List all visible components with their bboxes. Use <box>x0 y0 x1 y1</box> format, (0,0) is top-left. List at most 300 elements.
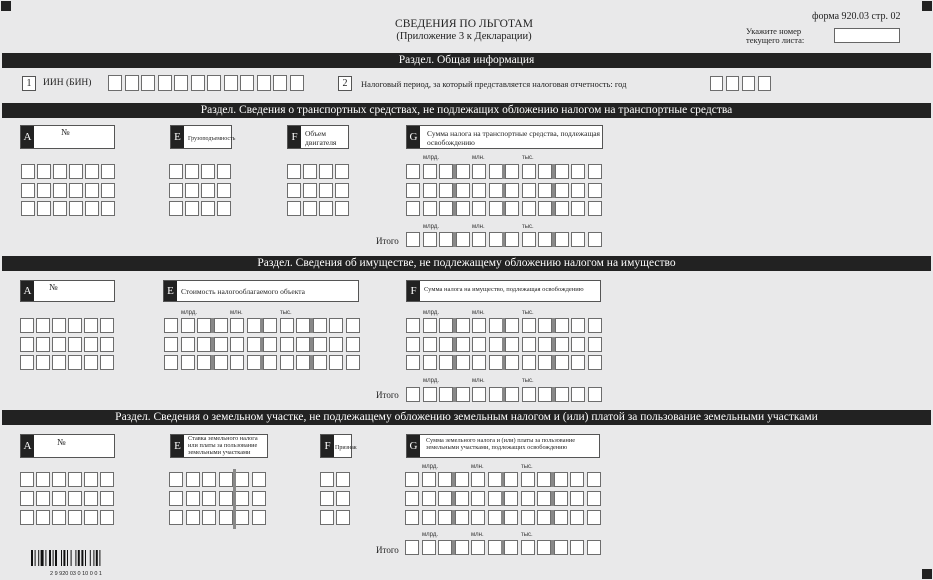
property-tax-cell[interactable] <box>571 337 585 352</box>
transport-tax-cell[interactable] <box>439 183 453 198</box>
property-tax-cell[interactable] <box>456 318 470 333</box>
iin-digit-cell[interactable] <box>240 75 254 91</box>
iin-digit-cell[interactable] <box>141 75 155 91</box>
land-number-cell[interactable] <box>20 510 34 525</box>
transport-engine-cell[interactable] <box>319 164 333 179</box>
transport-tax-cell[interactable] <box>555 201 569 216</box>
land-tax-cell[interactable] <box>405 510 419 525</box>
property-tax-cell[interactable] <box>555 337 569 352</box>
transport-total-cell[interactable] <box>489 232 503 247</box>
property-value-cell[interactable] <box>313 337 327 352</box>
transport-number-cell[interactable] <box>69 183 83 198</box>
property-number-cell[interactable] <box>100 318 114 333</box>
property-tax-cell[interactable] <box>588 318 602 333</box>
transport-number-cell[interactable] <box>53 201 67 216</box>
land-rate-cell[interactable] <box>202 510 216 525</box>
land-rate-cell[interactable] <box>202 472 216 487</box>
land-tax-cell[interactable] <box>537 510 551 525</box>
transport-tax-cell[interactable] <box>505 201 519 216</box>
property-number-cell[interactable] <box>36 337 50 352</box>
property-value-cell[interactable] <box>164 318 178 333</box>
land-number-cell[interactable] <box>100 472 114 487</box>
land-tax-cell[interactable] <box>471 472 485 487</box>
transport-tax-cell[interactable] <box>456 183 470 198</box>
transport-number-cell[interactable] <box>101 164 115 179</box>
land-tax-cell[interactable] <box>537 491 551 506</box>
transport-total-cell[interactable] <box>538 232 552 247</box>
land-total-cell[interactable] <box>422 540 436 555</box>
property-value-cell[interactable] <box>329 337 343 352</box>
land-tax-cell[interactable] <box>422 510 436 525</box>
property-value-cell[interactable] <box>230 337 244 352</box>
land-rate-cell[interactable] <box>252 491 266 506</box>
transport-total-cell[interactable] <box>522 232 536 247</box>
property-value-cell[interactable] <box>280 355 294 370</box>
property-tax-cell[interactable] <box>505 337 519 352</box>
transport-engine-cell[interactable] <box>303 164 317 179</box>
land-total-cell[interactable] <box>504 540 518 555</box>
land-number-cell[interactable] <box>52 472 66 487</box>
transport-tax-cell[interactable] <box>571 164 585 179</box>
iin-digit-cell[interactable] <box>108 75 122 91</box>
land-flag-cell[interactable] <box>320 491 334 506</box>
property-tax-cell[interactable] <box>555 318 569 333</box>
land-number-cell[interactable] <box>68 472 82 487</box>
land-rate-cell[interactable] <box>252 510 266 525</box>
property-tax-cell[interactable] <box>472 355 486 370</box>
iin-digit-cell[interactable] <box>290 75 304 91</box>
property-number-cell[interactable] <box>52 337 66 352</box>
land-tax-cell[interactable] <box>422 472 436 487</box>
land-number-cell[interactable] <box>52 510 66 525</box>
property-tax-cell[interactable] <box>571 318 585 333</box>
property-value-cell[interactable] <box>164 337 178 352</box>
land-number-cell[interactable] <box>100 491 114 506</box>
transport-tax-cell[interactable] <box>555 164 569 179</box>
transport-number-cell[interactable] <box>37 183 51 198</box>
property-tax-cell[interactable] <box>522 337 536 352</box>
transport-tax-cell[interactable] <box>555 183 569 198</box>
property-value-cell[interactable] <box>346 337 360 352</box>
land-tax-cell[interactable] <box>438 491 452 506</box>
property-total-cell[interactable] <box>489 387 503 402</box>
property-total-cell[interactable] <box>406 387 420 402</box>
transport-total-cell[interactable] <box>505 232 519 247</box>
property-value-cell[interactable] <box>280 337 294 352</box>
property-value-cell[interactable] <box>247 355 261 370</box>
property-value-cell[interactable] <box>313 318 327 333</box>
land-tax-cell[interactable] <box>554 491 568 506</box>
land-number-cell[interactable] <box>68 491 82 506</box>
property-number-cell[interactable] <box>68 337 82 352</box>
year-digit-cell[interactable] <box>758 76 771 91</box>
property-total-cell[interactable] <box>538 387 552 402</box>
property-tax-cell[interactable] <box>489 337 503 352</box>
property-number-cell[interactable] <box>20 318 34 333</box>
land-rate-cell[interactable] <box>252 472 266 487</box>
transport-number-cell[interactable] <box>69 164 83 179</box>
land-rate-cell[interactable] <box>169 510 183 525</box>
property-value-cell[interactable] <box>230 318 244 333</box>
land-flag-cell[interactable] <box>320 472 334 487</box>
land-tax-cell[interactable] <box>504 472 518 487</box>
transport-capacity-cell[interactable] <box>169 164 183 179</box>
transport-tax-cell[interactable] <box>423 183 437 198</box>
property-value-cell[interactable] <box>197 337 211 352</box>
property-value-cell[interactable] <box>197 318 211 333</box>
property-tax-cell[interactable] <box>538 318 552 333</box>
property-value-cell[interactable] <box>263 318 277 333</box>
property-tax-cell[interactable] <box>472 318 486 333</box>
transport-total-cell[interactable] <box>406 232 420 247</box>
land-tax-cell[interactable] <box>570 510 584 525</box>
land-tax-cell[interactable] <box>471 510 485 525</box>
property-number-cell[interactable] <box>84 355 98 370</box>
property-value-cell[interactable] <box>247 318 261 333</box>
property-value-cell[interactable] <box>329 355 343 370</box>
property-total-cell[interactable] <box>456 387 470 402</box>
transport-tax-cell[interactable] <box>439 201 453 216</box>
property-number-cell[interactable] <box>68 355 82 370</box>
land-total-cell[interactable] <box>554 540 568 555</box>
property-value-cell[interactable] <box>164 355 178 370</box>
transport-engine-cell[interactable] <box>287 201 301 216</box>
land-tax-cell[interactable] <box>504 491 518 506</box>
land-total-cell[interactable] <box>405 540 419 555</box>
transport-number-cell[interactable] <box>53 164 67 179</box>
transport-total-cell[interactable] <box>555 232 569 247</box>
property-tax-cell[interactable] <box>423 318 437 333</box>
land-rate-cell[interactable] <box>169 491 183 506</box>
land-tax-cell[interactable] <box>455 491 469 506</box>
transport-tax-cell[interactable] <box>406 201 420 216</box>
property-tax-cell[interactable] <box>505 355 519 370</box>
transport-number-cell[interactable] <box>37 201 51 216</box>
transport-total-cell[interactable] <box>588 232 602 247</box>
property-total-cell[interactable] <box>439 387 453 402</box>
property-tax-cell[interactable] <box>538 337 552 352</box>
land-number-cell[interactable] <box>84 510 98 525</box>
land-rate-cell[interactable] <box>235 491 249 506</box>
property-value-cell[interactable] <box>181 337 195 352</box>
property-number-cell[interactable] <box>20 337 34 352</box>
transport-engine-cell[interactable] <box>335 164 349 179</box>
transport-tax-cell[interactable] <box>489 183 503 198</box>
land-total-cell[interactable] <box>587 540 601 555</box>
property-value-cell[interactable] <box>214 318 228 333</box>
land-tax-cell[interactable] <box>521 491 535 506</box>
transport-tax-cell[interactable] <box>588 164 602 179</box>
transport-tax-cell[interactable] <box>538 164 552 179</box>
transport-capacity-cell[interactable] <box>185 201 199 216</box>
transport-tax-cell[interactable] <box>571 183 585 198</box>
land-flag-cell[interactable] <box>320 510 334 525</box>
iin-digit-cell[interactable] <box>273 75 287 91</box>
land-tax-cell[interactable] <box>405 472 419 487</box>
property-tax-cell[interactable] <box>505 318 519 333</box>
transport-capacity-cell[interactable] <box>201 164 215 179</box>
property-tax-cell[interactable] <box>489 318 503 333</box>
property-total-cell[interactable] <box>472 387 486 402</box>
property-tax-cell[interactable] <box>555 355 569 370</box>
year-digit-cell[interactable] <box>726 76 739 91</box>
property-tax-cell[interactable] <box>439 355 453 370</box>
property-value-cell[interactable] <box>263 337 277 352</box>
property-value-cell[interactable] <box>181 355 195 370</box>
property-tax-cell[interactable] <box>588 355 602 370</box>
transport-number-cell[interactable] <box>101 183 115 198</box>
property-value-cell[interactable] <box>329 318 343 333</box>
land-tax-cell[interactable] <box>570 491 584 506</box>
property-tax-cell[interactable] <box>406 355 420 370</box>
land-total-cell[interactable] <box>438 540 452 555</box>
transport-tax-cell[interactable] <box>588 201 602 216</box>
transport-tax-cell[interactable] <box>423 164 437 179</box>
transport-engine-cell[interactable] <box>287 183 301 198</box>
transport-tax-cell[interactable] <box>439 164 453 179</box>
transport-tax-cell[interactable] <box>538 201 552 216</box>
property-tax-cell[interactable] <box>538 355 552 370</box>
transport-number-cell[interactable] <box>53 183 67 198</box>
transport-capacity-cell[interactable] <box>169 183 183 198</box>
iin-digit-cell[interactable] <box>158 75 172 91</box>
land-tax-cell[interactable] <box>587 472 601 487</box>
transport-number-cell[interactable] <box>69 201 83 216</box>
iin-digit-cell[interactable] <box>174 75 188 91</box>
transport-total-cell[interactable] <box>456 232 470 247</box>
iin-digit-cell[interactable] <box>125 75 139 91</box>
property-value-cell[interactable] <box>230 355 244 370</box>
transport-number-cell[interactable] <box>37 164 51 179</box>
land-flag-cell[interactable] <box>336 510 350 525</box>
property-total-cell[interactable] <box>555 387 569 402</box>
transport-tax-cell[interactable] <box>489 164 503 179</box>
property-total-cell[interactable] <box>571 387 585 402</box>
transport-tax-cell[interactable] <box>423 201 437 216</box>
land-tax-cell[interactable] <box>422 491 436 506</box>
property-value-cell[interactable] <box>247 337 261 352</box>
property-tax-cell[interactable] <box>439 337 453 352</box>
land-tax-cell[interactable] <box>455 510 469 525</box>
land-number-cell[interactable] <box>36 491 50 506</box>
land-number-cell[interactable] <box>52 491 66 506</box>
transport-number-cell[interactable] <box>21 201 35 216</box>
iin-digit-cell[interactable] <box>224 75 238 91</box>
transport-number-cell[interactable] <box>101 201 115 216</box>
property-number-cell[interactable] <box>52 355 66 370</box>
transport-capacity-cell[interactable] <box>185 164 199 179</box>
property-tax-cell[interactable] <box>406 318 420 333</box>
land-tax-cell[interactable] <box>488 510 502 525</box>
property-tax-cell[interactable] <box>456 337 470 352</box>
transport-total-cell[interactable] <box>571 232 585 247</box>
iin-digit-cell[interactable] <box>257 75 271 91</box>
land-tax-cell[interactable] <box>455 472 469 487</box>
land-number-cell[interactable] <box>36 510 50 525</box>
sheet-number-input[interactable] <box>834 28 900 43</box>
land-tax-cell[interactable] <box>554 510 568 525</box>
land-number-cell[interactable] <box>84 491 98 506</box>
land-rate-cell[interactable] <box>219 510 233 525</box>
property-number-cell[interactable] <box>100 355 114 370</box>
transport-tax-cell[interactable] <box>505 183 519 198</box>
year-digit-cell[interactable] <box>742 76 755 91</box>
property-value-cell[interactable] <box>346 318 360 333</box>
land-flag-cell[interactable] <box>336 472 350 487</box>
transport-total-cell[interactable] <box>423 232 437 247</box>
land-number-cell[interactable] <box>100 510 114 525</box>
iin-digit-cell[interactable] <box>191 75 205 91</box>
property-value-cell[interactable] <box>181 318 195 333</box>
transport-tax-cell[interactable] <box>489 201 503 216</box>
transport-tax-cell[interactable] <box>522 183 536 198</box>
property-value-cell[interactable] <box>197 355 211 370</box>
land-number-cell[interactable] <box>20 472 34 487</box>
transport-total-cell[interactable] <box>472 232 486 247</box>
land-tax-cell[interactable] <box>488 491 502 506</box>
transport-tax-cell[interactable] <box>406 183 420 198</box>
transport-tax-cell[interactable] <box>588 183 602 198</box>
property-tax-cell[interactable] <box>423 337 437 352</box>
land-number-cell[interactable] <box>84 472 98 487</box>
transport-tax-cell[interactable] <box>456 201 470 216</box>
property-tax-cell[interactable] <box>571 355 585 370</box>
transport-engine-cell[interactable] <box>335 201 349 216</box>
property-total-cell[interactable] <box>588 387 602 402</box>
property-number-cell[interactable] <box>36 355 50 370</box>
property-tax-cell[interactable] <box>472 337 486 352</box>
land-rate-cell[interactable] <box>235 510 249 525</box>
property-value-cell[interactable] <box>214 337 228 352</box>
property-value-cell[interactable] <box>280 318 294 333</box>
property-total-cell[interactable] <box>505 387 519 402</box>
land-rate-cell[interactable] <box>202 491 216 506</box>
transport-engine-cell[interactable] <box>303 183 317 198</box>
transport-capacity-cell[interactable] <box>185 183 199 198</box>
property-tax-cell[interactable] <box>588 337 602 352</box>
land-rate-cell[interactable] <box>186 491 200 506</box>
property-tax-cell[interactable] <box>439 318 453 333</box>
land-tax-cell[interactable] <box>537 472 551 487</box>
transport-tax-cell[interactable] <box>522 164 536 179</box>
property-value-cell[interactable] <box>214 355 228 370</box>
land-flag-cell[interactable] <box>336 491 350 506</box>
transport-tax-cell[interactable] <box>472 183 486 198</box>
land-rate-cell[interactable] <box>219 472 233 487</box>
property-number-cell[interactable] <box>20 355 34 370</box>
transport-engine-cell[interactable] <box>303 201 317 216</box>
property-value-cell[interactable] <box>346 355 360 370</box>
transport-number-cell[interactable] <box>85 164 99 179</box>
land-total-cell[interactable] <box>471 540 485 555</box>
transport-engine-cell[interactable] <box>287 164 301 179</box>
property-value-cell[interactable] <box>313 355 327 370</box>
transport-tax-cell[interactable] <box>522 201 536 216</box>
land-rate-cell[interactable] <box>219 491 233 506</box>
land-tax-cell[interactable] <box>405 491 419 506</box>
property-number-cell[interactable] <box>52 318 66 333</box>
land-tax-cell[interactable] <box>587 491 601 506</box>
land-tax-cell[interactable] <box>471 491 485 506</box>
year-digit-cell[interactable] <box>710 76 723 91</box>
land-tax-cell[interactable] <box>587 510 601 525</box>
property-tax-cell[interactable] <box>489 355 503 370</box>
property-number-cell[interactable] <box>84 337 98 352</box>
land-tax-cell[interactable] <box>488 472 502 487</box>
property-tax-cell[interactable] <box>522 355 536 370</box>
land-total-cell[interactable] <box>570 540 584 555</box>
land-number-cell[interactable] <box>36 472 50 487</box>
transport-number-cell[interactable] <box>21 183 35 198</box>
transport-capacity-cell[interactable] <box>201 183 215 198</box>
property-number-cell[interactable] <box>100 337 114 352</box>
transport-capacity-cell[interactable] <box>201 201 215 216</box>
land-tax-cell[interactable] <box>438 510 452 525</box>
land-total-cell[interactable] <box>521 540 535 555</box>
property-number-cell[interactable] <box>84 318 98 333</box>
col-letter: F <box>288 126 301 148</box>
transport-tax-cell[interactable] <box>571 201 585 216</box>
land-tax-cell[interactable] <box>570 472 584 487</box>
property-value-cell[interactable] <box>296 355 310 370</box>
land-tax-cell[interactable] <box>504 510 518 525</box>
transport-engine-cell[interactable] <box>319 201 333 216</box>
land-total-cell[interactable] <box>537 540 551 555</box>
property-total-cell[interactable] <box>423 387 437 402</box>
transport-capacity-cell[interactable] <box>169 201 183 216</box>
transport-number-cell[interactable] <box>85 183 99 198</box>
transport-number-cell[interactable] <box>85 201 99 216</box>
property-value-cell[interactable] <box>296 337 310 352</box>
property-tax-cell[interactable] <box>456 355 470 370</box>
property-number-cell[interactable] <box>36 318 50 333</box>
property-tax-cell[interactable] <box>423 355 437 370</box>
transport-tax-cell[interactable] <box>505 164 519 179</box>
land-number-cell[interactable] <box>68 510 82 525</box>
property-number-cell[interactable] <box>68 318 82 333</box>
land-rate-cell[interactable] <box>235 472 249 487</box>
property-value-cell[interactable] <box>296 318 310 333</box>
transport-tax-cell[interactable] <box>406 164 420 179</box>
transport-tax-cell[interactable] <box>456 164 470 179</box>
land-total-cell[interactable] <box>455 540 469 555</box>
transport-tax-cell[interactable] <box>538 183 552 198</box>
transport-total-cell[interactable] <box>439 232 453 247</box>
land-rate-cell[interactable] <box>186 472 200 487</box>
transport-tax-cell[interactable] <box>472 164 486 179</box>
property-tax-cell[interactable] <box>406 337 420 352</box>
land-tax-cell[interactable] <box>521 472 535 487</box>
land-total-cell[interactable] <box>488 540 502 555</box>
transport-capacity-cell[interactable] <box>217 201 231 216</box>
land-rate-cell[interactable] <box>186 510 200 525</box>
iin-digit-cell[interactable] <box>207 75 221 91</box>
land-tax-cell[interactable] <box>554 472 568 487</box>
transport-engine-cell[interactable] <box>319 183 333 198</box>
transport-tax-cell[interactable] <box>472 201 486 216</box>
property-value-cell[interactable] <box>263 355 277 370</box>
transport-capacity-cell[interactable] <box>217 183 231 198</box>
property-tax-cell[interactable] <box>522 318 536 333</box>
transport-capacity-cell[interactable] <box>217 164 231 179</box>
transport-engine-cell[interactable] <box>335 183 349 198</box>
land-rate-cell[interactable] <box>169 472 183 487</box>
land-tax-cell[interactable] <box>521 510 535 525</box>
land-number-cell[interactable] <box>20 491 34 506</box>
transport-number-cell[interactable] <box>21 164 35 179</box>
property-total-cell[interactable] <box>522 387 536 402</box>
land-tax-cell[interactable] <box>438 472 452 487</box>
